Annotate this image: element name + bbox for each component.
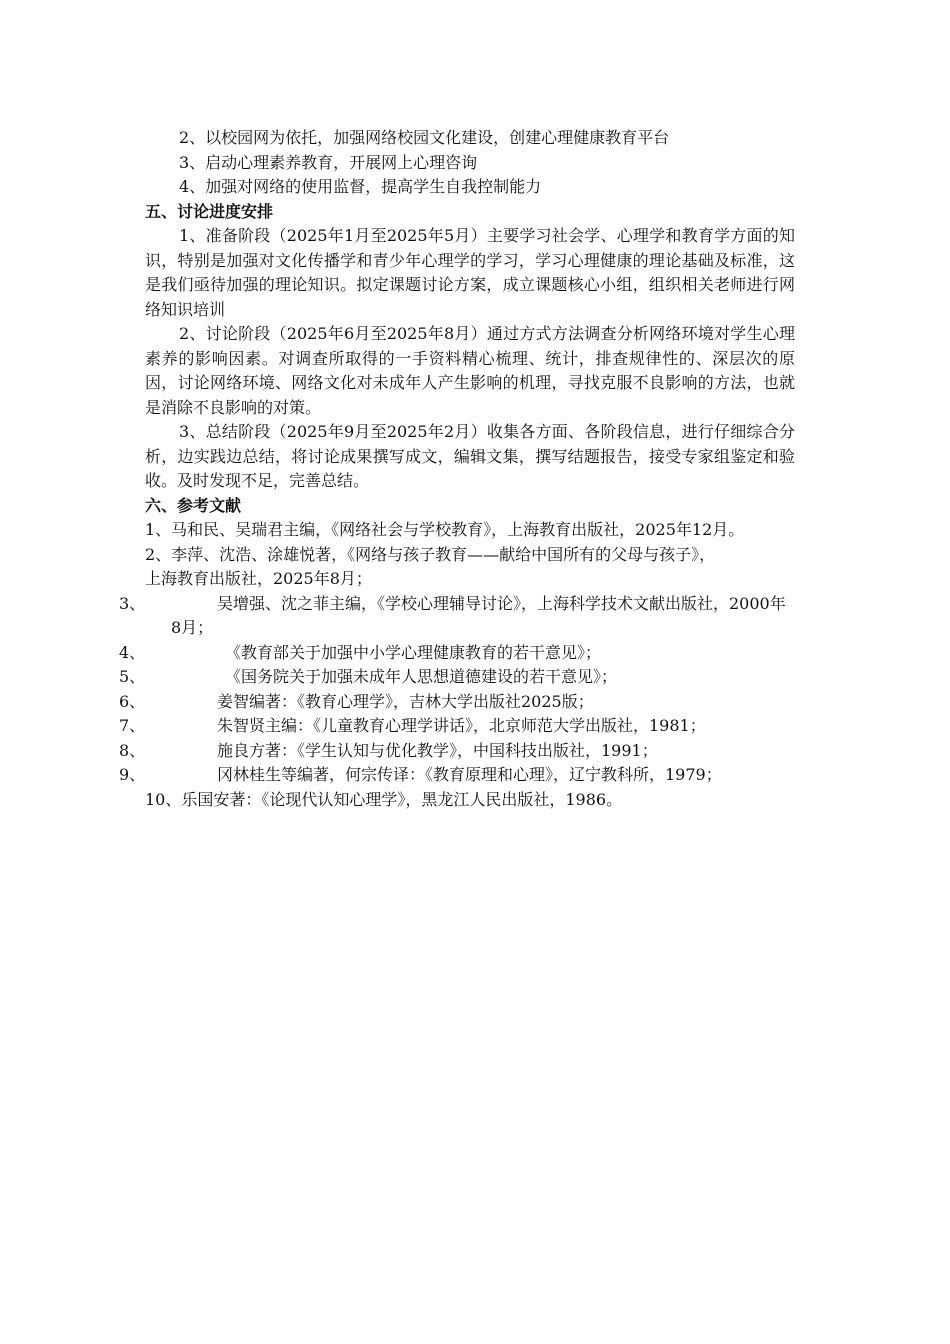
reference-text: 吴增强、沈之菲主编，《学校心理辅导讨论》，上海科学技术文献出版社，2000年8月；: [171, 593, 786, 637]
reference-text: 《国务院关于加强未成年人思想道德建设的若干意见》；: [225, 667, 618, 686]
reference-number: 7、: [119, 716, 146, 735]
schedule-paragraph: 1、准备阶段（2025年1月至2025年5月）主要学习社会学、心理学和教育学方面的知识，特别是加强对文化传播学和青少年心理学的学习，学习心理健康的理论基础及标准，这是我们亟待加强的理论知识。拟定课题讨论方案，成立课题核心小组，组织相关老师进行网络知识培训: [145, 226, 795, 319]
reference-number: 8、: [119, 740, 146, 760]
reference-text: 施良方著：《学生认知与优化教学》，中国科技出版社，1991；: [217, 740, 658, 760]
measure-item: 3、启动心理素养教育，开展网上心理咨询: [179, 152, 478, 172]
reference-text: 朱智贤主编：《儿童教育心理学讲话》，北京师范大学出版社，1981；: [217, 716, 706, 735]
reference-text: 姜智编著：《教育心理学》，吉林大学出版社2025版；: [217, 691, 594, 711]
reference-number: 3、: [119, 593, 146, 613]
section-heading-references: 六、参考文献: [145, 495, 242, 515]
section-heading-schedule: 五、讨论进度安排: [145, 201, 274, 221]
reference-item: [119, 763, 795, 788]
reference-number: 4、: [119, 642, 146, 662]
reference-item: [119, 665, 795, 690]
reference-item: [119, 592, 795, 641]
reference-item-continuation: 上海教育出版社，2025年8月；: [145, 569, 372, 588]
schedule-paragraph: 3、总结阶段（2025年9月至2025年2月）收集各方面、各阶段信息，进行仔细综合分析，边实践边总结，将讨论成果撰写成文，编辑文集，撰写结题报告，接受专家组鉴定和验收。及时发现不足，完善总结。: [145, 422, 795, 490]
reference-item: [119, 739, 795, 764]
reference-text: 冈林桂生等编著，何宗传译：《教育原理和心理》，辽宁教科所，1979；: [217, 765, 722, 784]
measure-item: 2、以校园网为依托，加强网络校园文化建设，创建心理健康教育平台: [179, 128, 670, 147]
reference-item: 10、乐国安著：《论现代认知心理学》，黑龙江人民出版社，1986。: [145, 789, 623, 809]
reference-number: 5、: [119, 667, 146, 686]
reference-text: 《教育部关于加强中小学心理健康教育的若干意见》；: [225, 642, 602, 662]
schedule-paragraph: 2、讨论阶段（2025年6月至2025年8月）通过方式方法调查分析网络环境对学生心理素养的影响因素。对调查所取得的一手资料精心梳理、统计，排查规律性的、深层次的原因，讨论网络环境、网络文化对未成年人产生影响的机理，寻找克服不良影响的方法，也就是消除不良影响的对策。: [145, 324, 795, 417]
measure-item: 4、加强对网络的使用监督，提高学生自我控制能力: [179, 177, 542, 196]
reference-number: 9、: [119, 765, 146, 784]
reference-item: 2、李萍、沈浩、涂雄悦著，《网络与孩子教育——献给中国所有的父母与孩子》，: [145, 544, 716, 564]
reference-item: [119, 690, 795, 715]
reference-item: [119, 641, 795, 666]
document-body: [119, 126, 795, 812]
reference-number: 6、: [119, 691, 146, 711]
reference-item: [119, 714, 795, 739]
reference-item: 1、马和民、吴瑞君主编，《网络社会与学校教育》，上海教育出版社，2025年12月。: [145, 520, 745, 539]
